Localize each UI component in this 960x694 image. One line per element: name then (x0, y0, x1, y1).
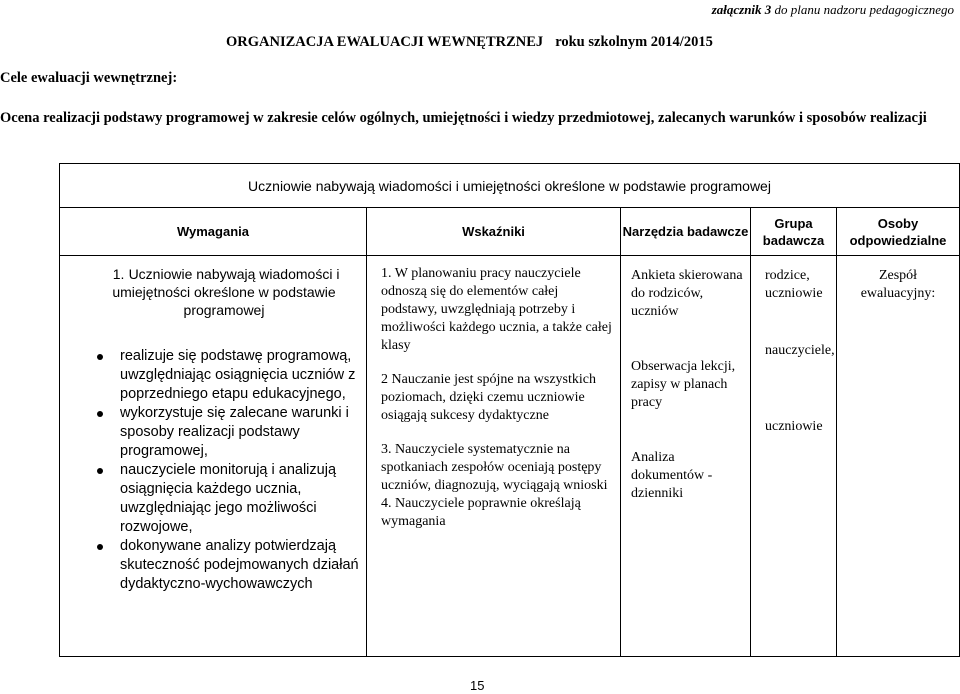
group-item: uczniowie (765, 419, 823, 434)
tools-cell (621, 256, 751, 657)
indicator-item: 4. Nauczyciele poprawnie określają wymagania (381, 496, 581, 529)
requirement-bullets (96, 347, 360, 594)
bullet-icon (97, 468, 103, 474)
col-header-tools: Narzędzia badawcze (621, 208, 751, 256)
list-item: wykorzystuje się zalecane warunki i sposoby realizacji podstawy programowej, (120, 404, 360, 461)
list-item: dokonywane analizy potwierdzają skuteczność podejmowanych działań dydaktyczno-wychowawczych (120, 537, 360, 594)
group-cell (751, 256, 837, 657)
requirement-number: 1. (112, 266, 125, 282)
indicator-item: 2 Nauczanie jest spójne na wszystkich poziomach, dzięki czemu uczniowie osiągają sukcesy dydaktyczne (381, 372, 596, 423)
evaluation-table (59, 163, 960, 657)
group-item: nauczyciele, (765, 343, 835, 358)
col-header-requirements: Wymagania (60, 208, 367, 256)
col-header-group: Grupa badawcza (751, 208, 837, 256)
requirement-heading-text: Uczniowie nabywają wiadomości i umiejętności określone w podstawie programowej (112, 266, 340, 318)
goals-label: Cele ewaluacji wewnętrznej: (0, 70, 178, 86)
indicators-cell (367, 256, 621, 657)
responsible-cell (837, 256, 960, 657)
col-header-responsible: Osoby odpowiedzialne (837, 208, 960, 256)
bullet-icon (97, 354, 103, 360)
group-item: rodzice, uczniowie (765, 268, 823, 301)
requirements-cell (60, 256, 367, 657)
responsible-text: Zespół ewaluacyjny: (860, 268, 936, 301)
list-item: realizuje się podstawę programową, uwzględniając osiągnięcia uczniów z poprzedniego etapu edukacyjnego, (120, 347, 360, 404)
list-item: nauczyciele monitorują i analizują osiągnięcia każdego ucznia, uwzględniając jego możliwości rozwojowe, (120, 461, 360, 537)
indicator-item: 3. Nauczyciele systematycznie na spotkaniach zespołów oceniają postępy uczniów, diagnozują, wyciągają wnioski (381, 442, 608, 493)
requirement-heading (88, 265, 360, 319)
indicator-item: 1. W planowaniu pracy nauczyciele odnoszą się do elementów całej podstawy, uwzględniają potrzeby i możliwości każdego ucznia, a także całej klasy (381, 266, 612, 353)
table-subheading: Uczniowie nabywają wiadomości i umiejętności określone w podstawie programowej (60, 164, 960, 208)
org-title-text: ORGANIZACJA EWALUACJI WEWNĘTRZNEJ (226, 34, 544, 50)
school-year: roku szkolnym 2014/2015 (555, 34, 713, 50)
bullet-icon (97, 544, 103, 550)
organization-title (226, 34, 713, 51)
tool-item: Obserwacja lekcji, zapisy w planach pracy (631, 359, 736, 410)
tool-item: Ankieta skierowana do rodziców, uczniów (631, 268, 743, 319)
col-header-indicators: Wskaźniki (367, 208, 621, 256)
tool-item: Analiza dokumentów - dzienniki (631, 450, 713, 501)
page-number: 15 (470, 678, 485, 693)
annex-note: załącznik 3 do planu nadzoru pedagogicznego (711, 2, 954, 17)
bullet-icon (97, 411, 103, 417)
goal-text: Ocena realizacji podstawy programowej w zakresie celów ogólnych, umiejętności i wiedzy przedmiotowej, zalecanych warunków i sposobów realizacji (0, 110, 927, 126)
